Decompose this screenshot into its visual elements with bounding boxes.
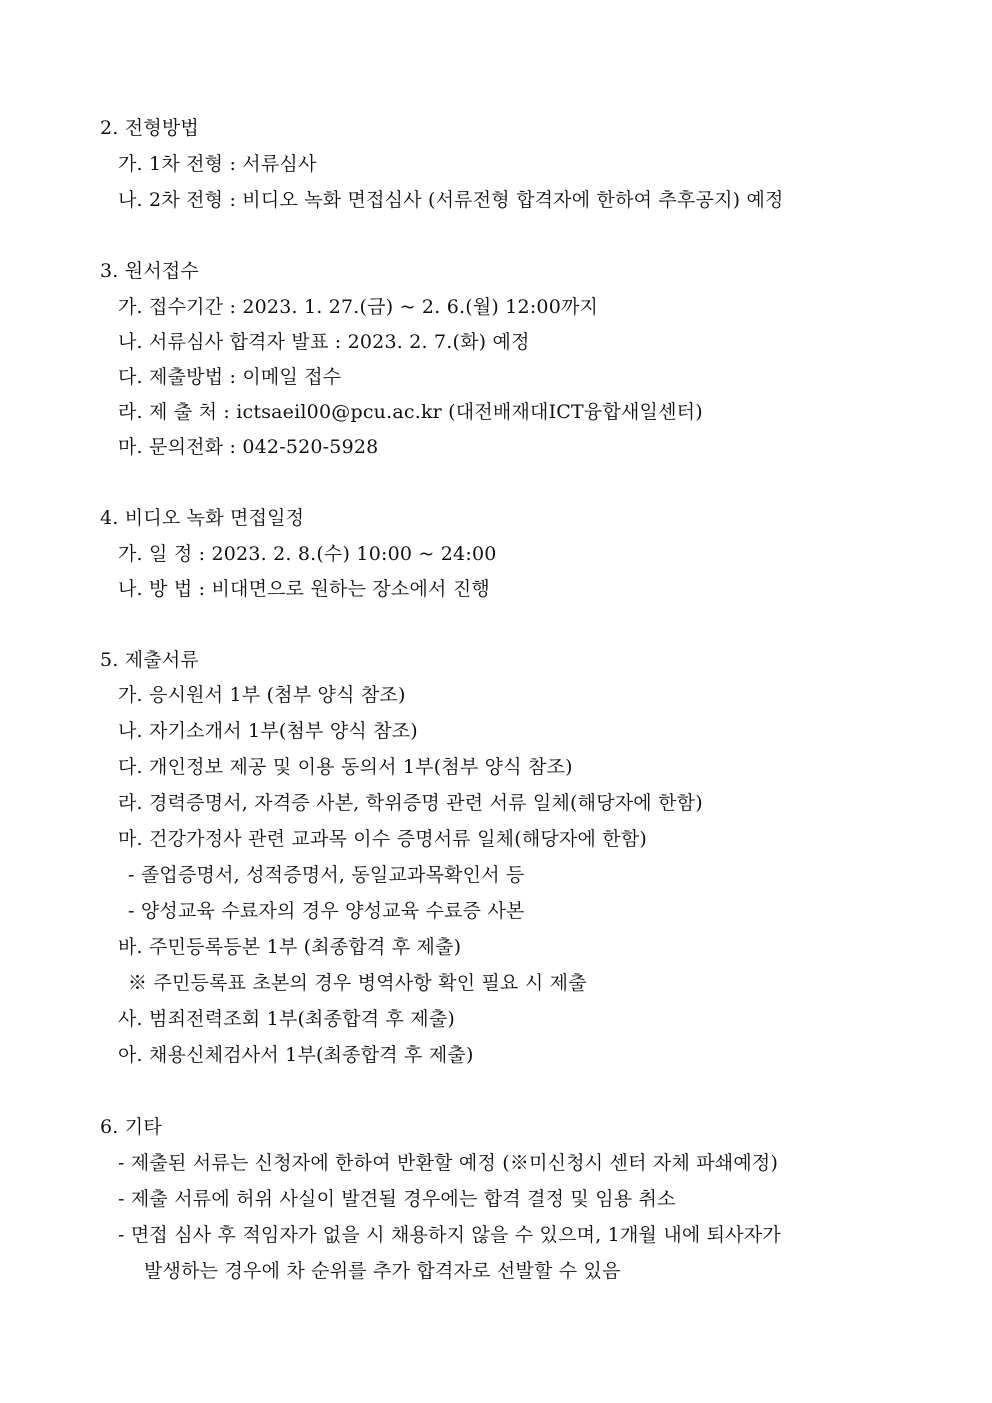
sub-list-item: - 양성교육 수료자의 경우 양성교육 수료증 사본 [128,900,525,922]
section-heading: 4. 비디오 녹화 면접일정 [100,507,305,529]
list-item: 라. 경력증명서, 자격증 사본, 학위증명 관련 서류 일체(해당자에 한함) [118,792,703,814]
list-item: 마. 문의전화 : 042-520-5928 [118,436,379,458]
list-item: 아. 채용신체검사서 1부(최종합격 후 제출) [118,1044,474,1066]
list-item: 라. 제 출 처 : ictsaeil00@pcu.ac.kr (대전배재대ICT융합새일센터) [118,401,703,423]
list-item: 다. 제출방법 : 이메일 접수 [118,366,342,388]
list-item: 나. 서류심사 합격자 발표 : 2023. 2. 7.(화) 예정 [118,331,530,353]
list-item: 나. 자기소개서 1부(첨부 양식 참조) [118,720,418,742]
list-item: - 제출 서류에 허위 사실이 발견될 경우에는 합격 결정 및 임용 취소 [118,1188,676,1210]
sub-list-item: - 졸업증명서, 성적증명서, 동일교과목확인서 등 [128,864,525,886]
list-item: - 면접 심사 후 적임자가 없을 시 채용하지 않을 수 있으며, 1개월 내에 퇴사자가 [118,1224,781,1246]
list-item: - 제출된 서류는 신청자에 한하여 반환할 예정 (※미신청시 센터 자체 파쇄예정) [118,1152,779,1174]
list-item: 나. 2차 전형 : 비디오 녹화 면접심사 (서류전형 합격자에 한하여 추후공지) 예정 [118,189,784,211]
note: ※ 주민등록표 초본의 경우 병역사항 확인 필요 시 제출 [128,972,587,994]
section-heading: 5. 제출서류 [100,649,199,671]
list-item: 마. 건강가정사 관련 교과목 이수 증명서류 일체(해당자에 한함) [118,828,647,850]
list-item: 가. 일 정 : 2023. 2. 8.(수) 10:00 ~ 24:00 [118,543,497,565]
section-heading: 2. 전형방법 [100,117,199,139]
list-item-continuation: 발생하는 경우에 차 순위를 추가 합격자로 선발할 수 있음 [144,1260,621,1282]
list-item: 가. 접수기간 : 2023. 1. 27.(금) ~ 2. 6.(월) 12:00까지 [118,296,599,318]
section-heading: 3. 원서접수 [100,260,199,282]
section-heading: 6. 기타 [100,1116,162,1138]
list-item: 사. 범죄전력조회 1부(최종합격 후 제출) [118,1008,456,1030]
list-item: 가. 응시원서 1부 (첨부 양식 참조) [118,684,406,706]
list-item: 다. 개인정보 제공 및 이용 동의서 1부(첨부 양식 참조) [118,756,573,778]
list-item: 나. 방 법 : 비대면으로 원하는 장소에서 진행 [118,578,490,600]
list-item: 바. 주민등록등본 1부 (최종합격 후 제출) [118,936,462,958]
list-item: 가. 1차 전형 : 서류심사 [118,153,317,175]
